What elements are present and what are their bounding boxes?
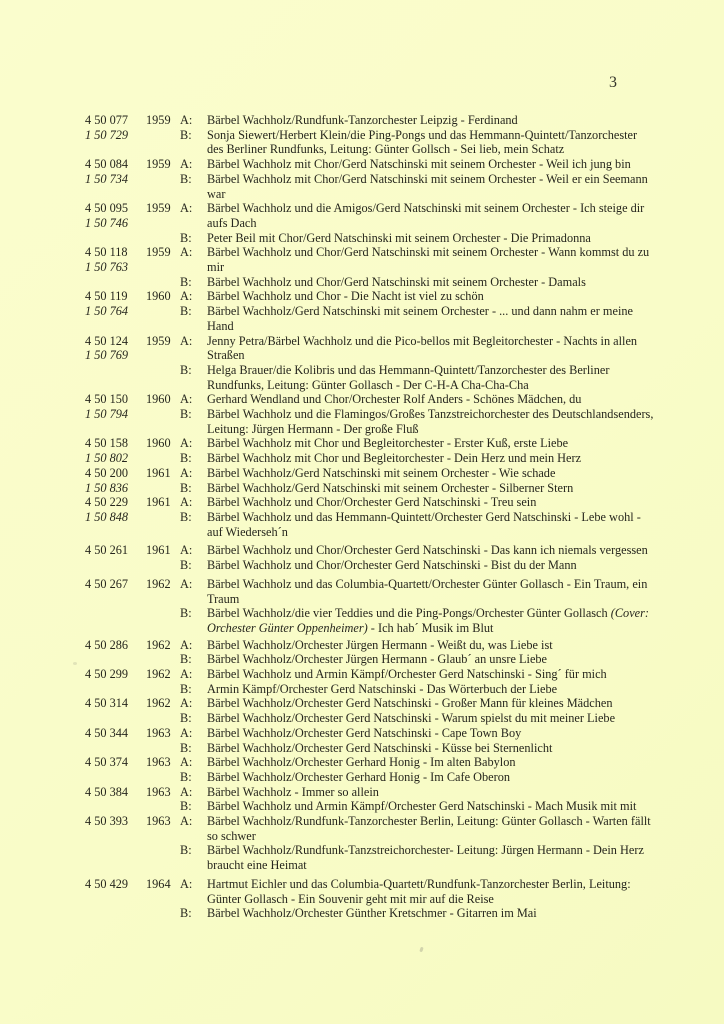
side-label: A: [180, 113, 193, 127]
sides-column [180, 157, 654, 201]
record-side [180, 711, 654, 726]
side-text [207, 558, 654, 573]
sides-column [180, 334, 654, 393]
side-text [207, 667, 654, 682]
side-label: B: [180, 304, 192, 319]
catalog-column [85, 157, 146, 201]
discography-entry [85, 814, 654, 873]
side-label: B: [180, 230, 192, 245]
year-label: 1959 [146, 113, 171, 127]
side-text-part: Bärbel Wachholz und Chor/Gerd Natschinski mit seinem Orchester - Wann kommst du zu mir [207, 245, 650, 275]
side-text-part: Bärbel Wachholz/Orchester Gerhard Honig - Im Cafe Oberon [207, 769, 511, 784]
side-text-part: Bärbel Wachholz und Chor/Orchester Gerd Natschinski - Treu sein [207, 495, 537, 510]
page-number: 3 [609, 74, 617, 91]
record-side [180, 157, 654, 172]
side-label: A: [180, 876, 193, 891]
side-text [207, 696, 654, 711]
year-label: 1959 [146, 157, 171, 172]
record-side [180, 113, 654, 128]
side-text-part: Bärbel Wachholz und die Amigos/Gerd Natschinski mit seinem Orchester - Ich steige dir aufs Dach [207, 201, 645, 230]
side-label: A: [180, 755, 193, 770]
catalog-column [85, 466, 146, 495]
year-label: 1960 [146, 392, 171, 407]
sides-column [180, 877, 654, 921]
record-side [180, 877, 654, 906]
side-text-part: Bärbel Wachholz und Chor - Die Nacht ist viel zu schön [207, 289, 484, 304]
catalog-number: 4 50 429 [85, 876, 129, 891]
catalog-number: 4 50 384 [85, 784, 129, 799]
side-text [207, 638, 654, 653]
year-label: 1962 [146, 696, 171, 711]
sides-column [180, 392, 654, 436]
record-side [180, 741, 654, 756]
catalog-number-alt: 1 50 769 [85, 348, 129, 363]
side-text-part: Bärbel Wachholz mit Chor und Begleitorchester - Erster Kuß, erste Liebe [207, 436, 569, 451]
side-label: A: [180, 495, 193, 510]
side-label: A: [180, 201, 193, 216]
sides-column [180, 726, 654, 755]
record-side [180, 495, 654, 510]
side-text-part: Bärbel Wachholz und Chor/Orchester Gerd Natschinski - Das kann ich niemals vergessen [207, 543, 648, 558]
record-side [180, 289, 654, 304]
side-text [207, 407, 654, 436]
discography-entry [85, 785, 654, 814]
side-text [207, 481, 654, 496]
catalog-number: 4 50 200 [85, 465, 129, 480]
side-label: A: [180, 333, 193, 348]
discography-entry [85, 201, 654, 245]
year-label: 1963 [146, 725, 171, 740]
side-text [207, 577, 654, 606]
side-label: B: [180, 769, 192, 784]
side-text-part: Gerhard Wendland und Chor/Orchester Rolf Anders - Schönes Mädchen, du [207, 392, 582, 407]
year-label: 1960 [146, 436, 171, 451]
catalog-number: 4 50 314 [85, 696, 129, 711]
catalog-column [85, 696, 146, 725]
side-label: B: [180, 740, 192, 755]
side-text-part: Bärbel Wachholz und Armin Kämpf/Orchester Gerd Natschinski - Sing´ für mich [207, 667, 607, 682]
side-text-part: Helga Brauer/die Kolibris und das Hemmann-Quintett/Tanzorchester des Berliner Rundfunks, Leitung: Günter Gollasch - Der C-H-A Cha-Cha-Cha [207, 362, 610, 392]
side-text [207, 785, 654, 800]
side-text [207, 799, 654, 814]
side-text-part: Bärbel Wachholz/Rundfunk-Tanzorchester Berlin, Leitung: Günter Gollasch - Warten fällt so schwer [207, 814, 651, 843]
record-side [180, 770, 654, 785]
catalog-column [85, 495, 146, 539]
side-text-part: Bärbel Wachholz und Chor/Orchester Gerd Natschinski - Bist du der Mann [207, 558, 577, 573]
year-label: 1964 [146, 876, 171, 891]
side-text [207, 741, 654, 756]
catalog-number-alt: 1 50 763 [85, 260, 129, 275]
catalog-column [85, 543, 146, 572]
catalog-column [85, 814, 146, 873]
catalog-number-alt: 1 50 729 [85, 127, 129, 142]
scan-speck [419, 947, 423, 953]
record-side [180, 407, 654, 436]
scan-speck [73, 662, 77, 665]
side-text-part: Peter Beil mit Chor/Gerd Natschinski mit seinem Orchester - Die Primadonna [207, 230, 591, 245]
sides-column [180, 755, 654, 784]
discography-entry [85, 638, 654, 667]
catalog-number: 4 50 393 [85, 814, 129, 829]
side-text [207, 906, 654, 921]
side-label: B: [180, 799, 192, 814]
side-label: B: [180, 843, 192, 858]
side-text [207, 289, 654, 304]
catalog-column [85, 755, 146, 784]
side-text [207, 877, 654, 906]
side-text-part: Bärbel Wachholz/Orchester Gerd Natschinski - Küsse bei Sternenlicht [207, 740, 553, 755]
side-label: A: [180, 245, 193, 260]
catalog-column [85, 638, 146, 667]
discography-entry [85, 334, 654, 393]
catalog-number: 4 50 158 [85, 436, 129, 451]
record-side [180, 451, 654, 466]
side-label: B: [180, 127, 192, 142]
record-side [180, 543, 654, 558]
record-side [180, 128, 654, 157]
side-text [207, 711, 654, 726]
catalog-column [85, 577, 146, 636]
discography-entry [85, 877, 654, 921]
record-side [180, 696, 654, 711]
side-text-part: Bärbel Wachholz/die vier Teddies und die Ping-Pongs/Orchester Günter Gollasch [207, 606, 611, 621]
sides-column [180, 577, 654, 636]
catalog-number-alt: 1 50 794 [85, 407, 129, 422]
record-side [180, 667, 654, 682]
discography-entry [85, 245, 654, 289]
side-text [207, 466, 654, 481]
side-text-part: (Cover: Orchester Günter Oppenheimer) [207, 606, 649, 635]
side-text [207, 543, 654, 558]
discography-entry [85, 495, 654, 539]
year-label: 1959 [146, 245, 171, 260]
catalog-column [85, 289, 146, 333]
side-text-part: Bärbel Wachholz mit Chor/Gerd Natschinski mit seinem Orchester - Weil er ein Seemann war [207, 171, 648, 201]
side-text [207, 392, 654, 407]
side-text-part: Bärbel Wachholz/Gerd Natschinski mit seinem Orchester - ... und dann nahm er meine Hand [207, 304, 633, 333]
record-side [180, 334, 654, 363]
catalog-number: 4 50 119 [85, 289, 128, 304]
side-text [207, 128, 654, 157]
side-label: A: [180, 814, 193, 829]
catalog-column [85, 334, 146, 393]
record-side [180, 466, 654, 481]
sides-column [180, 667, 654, 696]
year-label: 1959 [146, 201, 171, 216]
discography-entry [85, 543, 654, 572]
catalog-number-alt: 1 50 836 [85, 480, 129, 495]
side-text-part: Bärbel Wachholz mit Chor und Begleitorchester - Dein Herz und mein Herz [207, 451, 582, 466]
side-text-part: Bärbel Wachholz/Orchester Gerhard Honig - Im alten Babylon [207, 755, 516, 770]
year-label: 1963 [146, 784, 171, 799]
record-side [180, 814, 654, 843]
catalog-number: 4 50 374 [85, 755, 129, 770]
side-text [207, 682, 654, 697]
side-text [207, 495, 654, 510]
sides-column [180, 638, 654, 667]
catalog-number: 4 50 124 [85, 333, 129, 348]
record-side [180, 231, 654, 246]
sides-column [180, 245, 654, 289]
record-side [180, 652, 654, 667]
year-label: 1962 [146, 576, 171, 591]
side-text [207, 245, 654, 274]
side-text [207, 334, 654, 363]
catalog-number: 4 50 261 [85, 543, 129, 558]
side-label: A: [180, 436, 193, 451]
side-text-part: Jenny Petra/Bärbel Wachholz und die Pico-bellos mit Begleitorchester - Nachts in allen Straßen [207, 333, 638, 363]
side-text [207, 451, 654, 466]
side-label: B: [180, 606, 192, 621]
catalog-column [85, 392, 146, 436]
side-label: A: [180, 667, 193, 682]
side-text [207, 652, 654, 667]
year-label: 1963 [146, 814, 171, 829]
year-label: 1961 [146, 465, 171, 480]
record-side [180, 363, 654, 392]
discography-entry [85, 157, 654, 201]
side-text-part: Bärbel Wachholz/Orchester Günther Kretschmer - Gitarren im Mai [207, 906, 537, 921]
side-text [207, 510, 654, 539]
side-text [207, 363, 654, 392]
discography-entry [85, 577, 654, 636]
year-label: 1963 [146, 755, 171, 770]
catalog-number: 4 50 286 [85, 637, 129, 652]
side-text-part: Bärbel Wachholz/Orchester Gerd Natschinski - Cape Town Boy [207, 725, 522, 740]
sides-column [180, 201, 654, 245]
side-label: B: [180, 558, 192, 573]
catalog-number: 4 50 229 [85, 495, 129, 510]
side-text-part: Bärbel Wachholz mit Chor/Gerd Natschinski mit seinem Orchester - Weil ich jung bin [207, 157, 631, 172]
catalog-number-alt: 1 50 848 [85, 509, 129, 524]
side-text-part: Bärbel Wachholz und Armin Kämpf/Orchester Gerd Natschinski - Mach Musik mit mit [207, 799, 637, 814]
sides-column [180, 113, 654, 157]
side-label: A: [180, 725, 193, 740]
catalog-column [85, 785, 146, 814]
side-label: A: [180, 543, 193, 558]
record-side [180, 843, 654, 872]
catalog-number: 4 50 267 [85, 576, 129, 591]
record-side [180, 436, 654, 451]
side-text [207, 157, 654, 172]
year-label: 1961 [146, 543, 171, 558]
catalog-column [85, 877, 146, 921]
catalog-number: 4 50 344 [85, 725, 129, 740]
side-label: B: [180, 509, 192, 524]
record-side [180, 799, 654, 814]
side-text [207, 843, 654, 872]
side-text [207, 726, 654, 741]
side-label: B: [180, 171, 192, 186]
side-text-part: Bärbel Wachholz/Orchester Jürgen Hermann - Glaub´ an unsre Liebe [207, 652, 548, 667]
side-text [207, 275, 654, 290]
side-label: B: [180, 681, 192, 696]
side-text [207, 770, 654, 785]
catalog-number: 4 50 084 [85, 157, 129, 172]
catalog-number-alt: 1 50 734 [85, 171, 129, 186]
discography-entry [85, 113, 654, 157]
side-label: A: [180, 696, 193, 711]
side-text-part: Bärbel Wachholz/Gerd Natschinski mit seinem Orchester - Wie schade [207, 465, 556, 480]
discography-entry [85, 696, 654, 725]
side-label: B: [180, 652, 192, 667]
year-label: 1961 [146, 495, 171, 510]
record-side [180, 638, 654, 653]
catalog-number-alt: 1 50 764 [85, 304, 129, 319]
catalog-column [85, 667, 146, 696]
side-text [207, 436, 654, 451]
sides-column [180, 289, 654, 333]
record-side [180, 245, 654, 274]
record-side [180, 726, 654, 741]
side-text [207, 304, 654, 333]
record-side [180, 558, 654, 573]
catalog-number: 4 50 150 [85, 392, 129, 407]
side-label: A: [180, 784, 193, 799]
year-label: 1962 [146, 667, 171, 682]
discography-list [85, 113, 654, 921]
record-side [180, 906, 654, 921]
side-label: B: [180, 274, 192, 289]
side-text-part: Bärbel Wachholz/Orchester Gerd Natschinski - Großer Mann für kleines Mädchen [207, 696, 613, 711]
record-side [180, 275, 654, 290]
discography-entry [85, 392, 654, 436]
side-text-part: Bärbel Wachholz/Orchester Jürgen Hermann - Weißt du, was Liebe ist [207, 637, 553, 652]
year-label: 1959 [146, 333, 171, 348]
discography-entry [85, 466, 654, 495]
catalog-number: 4 50 299 [85, 667, 129, 682]
discography-entry [85, 667, 654, 696]
side-text-part: Bärbel Wachholz und die Flamingos/Großes Tanzstreichorchester des Deutschlandsenders, Leitung: Jürgen Hermann - Der große Fluß [207, 407, 654, 436]
side-label: B: [180, 362, 192, 377]
record-side [180, 755, 654, 770]
side-text-part: Bärbel Wachholz und das Columbia-Quartett/Orchester Günter Gollasch - Ein Traum, ein Traum [207, 576, 648, 606]
sides-column [180, 495, 654, 539]
side-text [207, 172, 654, 201]
catalog-number-alt: 1 50 802 [85, 451, 129, 466]
side-label: A: [180, 289, 193, 304]
side-text [207, 755, 654, 770]
discography-entry [85, 755, 654, 784]
catalog-number-alt: 1 50 746 [85, 215, 129, 230]
record-side [180, 510, 654, 539]
side-text-part: - Ich hab´ Musik im Blut [367, 620, 494, 635]
side-label: A: [180, 576, 193, 591]
sides-column [180, 466, 654, 495]
sides-column [180, 814, 654, 873]
sides-column [180, 785, 654, 814]
record-side [180, 606, 654, 635]
discography-entry [85, 436, 654, 465]
side-text [207, 201, 654, 230]
side-label: B: [180, 906, 192, 921]
side-label: A: [180, 637, 193, 652]
side-label: B: [180, 407, 192, 422]
record-side [180, 392, 654, 407]
side-label: A: [180, 465, 193, 480]
record-side [180, 577, 654, 606]
record-side [180, 481, 654, 496]
catalog-column [85, 113, 146, 157]
side-text-part: Sonja Siewert/Herbert Klein/die Ping-Pongs und das Hemmann-Quintett/Tanzorchester des Berliner Rundfunks, Leitung: Günter Gollsch - Sei lieb, mein Schatz [207, 127, 638, 157]
side-text [207, 606, 654, 635]
side-label: B: [180, 480, 192, 495]
side-text-part: Bärbel Wachholz/Rundfunk-Tanzstreichorchester- Leitung: Jürgen Hermann - Dein Herz braucht eine Heimat [207, 843, 644, 873]
side-text-part: Armin Kämpf/Orchester Gerd Natschinski - Das Wörterbuch der Liebe [207, 681, 558, 696]
catalog-number: 4 50 095 [85, 201, 129, 216]
side-text-part: Bärbel Wachholz und Chor/Gerd Natschinski mit seinem Orchester - Damals [207, 274, 586, 289]
side-text-part: Bärbel Wachholz/Rundfunk-Tanzorchester Leipzig - Ferdinand [207, 113, 518, 127]
catalog-column [85, 201, 146, 245]
record-side [180, 682, 654, 697]
record-side [180, 304, 654, 333]
side-text [207, 231, 654, 246]
side-label: B: [180, 451, 192, 466]
catalog-column [85, 245, 146, 289]
catalog-column [85, 436, 146, 465]
sides-column [180, 696, 654, 725]
side-label: A: [180, 392, 193, 407]
sides-column [180, 436, 654, 465]
catalog-number: 4 50 077 [85, 113, 129, 127]
side-text-part: Bärbel Wachholz - Immer so allein [207, 784, 379, 799]
year-label: 1962 [146, 637, 171, 652]
sides-column [180, 543, 654, 572]
side-label: A: [180, 157, 193, 172]
side-text-part: Hartmut Eichler und das Columbia-Quartett/Rundfunk-Tanzorchester Berlin, Leitung: Günter Gollasch - Ein Souvenir geht mit mir auf die Reise [207, 876, 631, 906]
side-text [207, 814, 654, 843]
side-text-part: Bärbel Wachholz/Orchester Gerd Natschinski - Warum spielst du mit meiner Liebe [207, 711, 616, 726]
side-text-part: Bärbel Wachholz und das Hemmann-Quintett/Orchester Gerd Natschinski - Lebe wohl - auf Wiederseh´n [207, 509, 641, 539]
catalog-number: 4 50 118 [85, 245, 128, 260]
record-side [180, 785, 654, 800]
catalog-column [85, 726, 146, 755]
discography-entry [85, 726, 654, 755]
discography-entry [85, 289, 654, 333]
record-side [180, 201, 654, 230]
record-side [180, 172, 654, 201]
year-label: 1960 [146, 289, 171, 304]
side-text-part: Bärbel Wachholz/Gerd Natschinski mit seinem Orchester - Silberner Stern [207, 480, 574, 495]
side-label: B: [180, 711, 192, 726]
side-text [207, 113, 654, 128]
